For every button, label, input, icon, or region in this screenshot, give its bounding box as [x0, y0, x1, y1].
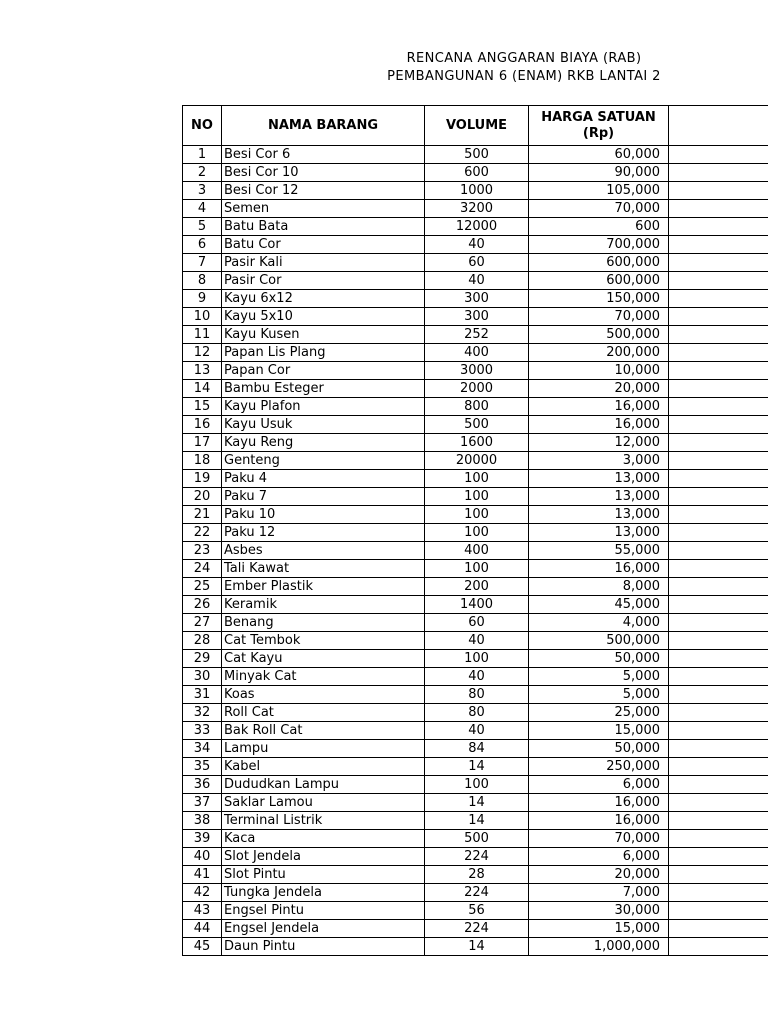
table-row — [183, 542, 768, 560]
cell-no: 41 — [183, 866, 222, 884]
cell-no: 10 — [183, 308, 222, 326]
table-row — [183, 344, 768, 362]
cell-extra — [669, 452, 768, 470]
table-row — [183, 416, 768, 434]
cell-extra — [669, 146, 768, 164]
cell-volume: 224 — [425, 920, 529, 938]
cell-extra — [669, 470, 768, 488]
table-row — [183, 524, 768, 542]
cell-no: 15 — [183, 398, 222, 416]
cell-no: 4 — [183, 200, 222, 218]
cell-nama-barang: Batu Bata — [222, 218, 425, 236]
cell-harga-satuan: 50,000 — [529, 650, 669, 668]
cell-no: 34 — [183, 740, 222, 758]
header-no: NO — [183, 106, 222, 146]
cell-extra — [669, 254, 768, 272]
cell-volume: 800 — [425, 398, 529, 416]
cell-volume: 80 — [425, 686, 529, 704]
cell-nama-barang: Lampu — [222, 740, 425, 758]
table-body — [183, 146, 768, 956]
table-row — [183, 902, 768, 920]
cell-extra — [669, 704, 768, 722]
cell-harga-satuan: 13,000 — [529, 506, 669, 524]
cell-extra — [669, 758, 768, 776]
cell-extra — [669, 236, 768, 254]
cell-extra — [669, 344, 768, 362]
rab-table — [182, 105, 768, 956]
cell-volume: 1400 — [425, 596, 529, 614]
table-row — [183, 218, 768, 236]
cell-harga-satuan: 20,000 — [529, 380, 669, 398]
cell-no: 2 — [183, 164, 222, 182]
table-row — [183, 848, 768, 866]
cell-nama-barang: Kayu Usuk — [222, 416, 425, 434]
cell-harga-satuan: 50,000 — [529, 740, 669, 758]
cell-extra — [669, 542, 768, 560]
cell-nama-barang: Kayu Reng — [222, 434, 425, 452]
cell-nama-barang: Cat Tembok — [222, 632, 425, 650]
cell-no: 23 — [183, 542, 222, 560]
cell-volume: 1600 — [425, 434, 529, 452]
cell-nama-barang: Tungka Jendela — [222, 884, 425, 902]
cell-extra — [669, 650, 768, 668]
cell-extra — [669, 920, 768, 938]
cell-harga-satuan: 90,000 — [529, 164, 669, 182]
cell-extra — [669, 938, 768, 956]
cell-no: 22 — [183, 524, 222, 542]
table-header-row — [183, 106, 768, 146]
cell-no: 18 — [183, 452, 222, 470]
cell-harga-satuan: 16,000 — [529, 794, 669, 812]
header-harga-line1: HARGA SATUAN — [541, 109, 656, 125]
cell-harga-satuan: 60,000 — [529, 146, 669, 164]
table-row — [183, 290, 768, 308]
cell-harga-satuan: 45,000 — [529, 596, 669, 614]
cell-nama-barang: Paku 7 — [222, 488, 425, 506]
cell-harga-satuan: 15,000 — [529, 920, 669, 938]
cell-nama-barang: Engsel Pintu — [222, 902, 425, 920]
cell-volume: 60 — [425, 614, 529, 632]
cell-nama-barang: Papan Lis Plang — [222, 344, 425, 362]
cell-extra — [669, 506, 768, 524]
cell-nama-barang: Slot Pintu — [222, 866, 425, 884]
cell-extra — [669, 200, 768, 218]
cell-nama-barang: Besi Cor 6 — [222, 146, 425, 164]
cell-no: 25 — [183, 578, 222, 596]
cell-extra — [669, 866, 768, 884]
cell-volume: 28 — [425, 866, 529, 884]
cell-extra — [669, 218, 768, 236]
cell-harga-satuan: 13,000 — [529, 488, 669, 506]
cell-volume: 200 — [425, 578, 529, 596]
cell-harga-satuan: 150,000 — [529, 290, 669, 308]
header-nama-barang: NAMA BARANG — [222, 106, 425, 146]
table-row — [183, 578, 768, 596]
cell-nama-barang: Koas — [222, 686, 425, 704]
cell-nama-barang: Dududkan Lampu — [222, 776, 425, 794]
cell-no: 5 — [183, 218, 222, 236]
cell-extra — [669, 632, 768, 650]
header-volume: VOLUME — [425, 106, 529, 146]
cell-nama-barang: Paku 12 — [222, 524, 425, 542]
table-row — [183, 884, 768, 902]
cell-nama-barang: Kayu 6x12 — [222, 290, 425, 308]
rab-table-container — [182, 105, 768, 970]
cell-no: 9 — [183, 290, 222, 308]
table-row — [183, 686, 768, 704]
cell-extra — [669, 326, 768, 344]
cell-volume: 84 — [425, 740, 529, 758]
cell-no: 24 — [183, 560, 222, 578]
cell-volume: 252 — [425, 326, 529, 344]
cell-volume: 500 — [425, 830, 529, 848]
cell-harga-satuan: 600,000 — [529, 272, 669, 290]
cell-no: 33 — [183, 722, 222, 740]
cell-extra — [669, 614, 768, 632]
table-row — [183, 146, 768, 164]
cell-extra — [669, 794, 768, 812]
cell-harga-satuan: 55,000 — [529, 542, 669, 560]
table-row — [183, 830, 768, 848]
cell-nama-barang: Asbes — [222, 542, 425, 560]
cell-nama-barang: Kayu Plafon — [222, 398, 425, 416]
cell-volume: 56 — [425, 902, 529, 920]
table-row — [183, 596, 768, 614]
cell-extra — [669, 182, 768, 200]
cell-harga-satuan: 6,000 — [529, 776, 669, 794]
header-harga-line2: (Rp) — [582, 125, 615, 141]
cell-harga-satuan: 16,000 — [529, 416, 669, 434]
cell-nama-barang: Besi Cor 12 — [222, 182, 425, 200]
cell-nama-barang: Terminal Listrik — [222, 812, 425, 830]
cell-volume: 40 — [425, 668, 529, 686]
table-row — [183, 704, 768, 722]
cell-extra — [669, 686, 768, 704]
cell-no: 28 — [183, 632, 222, 650]
cell-no: 38 — [183, 812, 222, 830]
cell-no: 3 — [183, 182, 222, 200]
cell-nama-barang: Bambu Esteger — [222, 380, 425, 398]
cell-harga-satuan: 600 — [529, 218, 669, 236]
cell-harga-satuan: 30,000 — [529, 902, 669, 920]
cell-volume: 1000 — [425, 182, 529, 200]
cell-volume: 20000 — [425, 452, 529, 470]
cell-no: 32 — [183, 704, 222, 722]
cell-harga-satuan: 20,000 — [529, 866, 669, 884]
table-row — [183, 326, 768, 344]
cell-volume: 100 — [425, 560, 529, 578]
cell-harga-satuan: 7,000 — [529, 884, 669, 902]
cell-harga-satuan: 700,000 — [529, 236, 669, 254]
cell-no: 39 — [183, 830, 222, 848]
cell-volume: 100 — [425, 470, 529, 488]
cell-extra — [669, 380, 768, 398]
cell-no: 45 — [183, 938, 222, 956]
cell-volume: 224 — [425, 884, 529, 902]
cell-no: 30 — [183, 668, 222, 686]
cell-extra — [669, 560, 768, 578]
cell-harga-satuan: 16,000 — [529, 560, 669, 578]
cell-volume: 12000 — [425, 218, 529, 236]
table-row — [183, 740, 768, 758]
table-row — [183, 794, 768, 812]
cell-extra — [669, 524, 768, 542]
table-row — [183, 920, 768, 938]
cell-no: 31 — [183, 686, 222, 704]
cell-no: 36 — [183, 776, 222, 794]
cell-no: 19 — [183, 470, 222, 488]
cell-no: 37 — [183, 794, 222, 812]
cell-volume: 600 — [425, 164, 529, 182]
cell-volume: 14 — [425, 794, 529, 812]
cell-harga-satuan: 5,000 — [529, 686, 669, 704]
cell-no: 20 — [183, 488, 222, 506]
cell-extra — [669, 398, 768, 416]
cell-extra — [669, 884, 768, 902]
table-row — [183, 164, 768, 182]
table-row — [183, 614, 768, 632]
cell-no: 27 — [183, 614, 222, 632]
cell-harga-satuan: 500,000 — [529, 326, 669, 344]
cell-no: 29 — [183, 650, 222, 668]
table-row — [183, 380, 768, 398]
cell-harga-satuan: 5,000 — [529, 668, 669, 686]
cell-harga-satuan: 16,000 — [529, 812, 669, 830]
cell-nama-barang: Bak Roll Cat — [222, 722, 425, 740]
cell-extra — [669, 848, 768, 866]
header-harga-satuan — [529, 106, 669, 146]
cell-harga-satuan: 3,000 — [529, 452, 669, 470]
cell-harga-satuan: 250,000 — [529, 758, 669, 776]
cell-volume: 80 — [425, 704, 529, 722]
table-row — [183, 488, 768, 506]
cell-no: 35 — [183, 758, 222, 776]
table-row — [183, 236, 768, 254]
cell-harga-satuan: 70,000 — [529, 200, 669, 218]
cell-volume: 100 — [425, 524, 529, 542]
cell-harga-satuan: 16,000 — [529, 398, 669, 416]
cell-volume: 40 — [425, 722, 529, 740]
table-row — [183, 776, 768, 794]
cell-harga-satuan: 1,000,000 — [529, 938, 669, 956]
cell-extra — [669, 776, 768, 794]
cell-nama-barang: Tali Kawat — [222, 560, 425, 578]
cell-extra — [669, 830, 768, 848]
cell-nama-barang: Cat Kayu — [222, 650, 425, 668]
table-row — [183, 866, 768, 884]
table-row — [183, 254, 768, 272]
header-extra-column — [669, 106, 768, 146]
cell-extra — [669, 272, 768, 290]
cell-no: 44 — [183, 920, 222, 938]
table-row — [183, 506, 768, 524]
cell-extra — [669, 308, 768, 326]
cell-extra — [669, 812, 768, 830]
cell-volume: 224 — [425, 848, 529, 866]
cell-no: 42 — [183, 884, 222, 902]
cell-no: 7 — [183, 254, 222, 272]
table-row — [183, 632, 768, 650]
cell-extra — [669, 164, 768, 182]
cell-harga-satuan: 8,000 — [529, 578, 669, 596]
cell-harga-satuan: 12,000 — [529, 434, 669, 452]
table-row — [183, 812, 768, 830]
table-row — [183, 272, 768, 290]
table-row — [183, 182, 768, 200]
table-row — [183, 668, 768, 686]
cell-volume: 100 — [425, 506, 529, 524]
cell-volume: 14 — [425, 812, 529, 830]
cell-volume: 3000 — [425, 362, 529, 380]
cell-volume: 100 — [425, 488, 529, 506]
table-row — [183, 722, 768, 740]
cell-volume: 300 — [425, 308, 529, 326]
cell-nama-barang: Papan Cor — [222, 362, 425, 380]
table-row — [183, 560, 768, 578]
cell-no: 17 — [183, 434, 222, 452]
table-row — [183, 452, 768, 470]
cell-extra — [669, 434, 768, 452]
cell-no: 8 — [183, 272, 222, 290]
cell-volume: 40 — [425, 632, 529, 650]
cell-volume: 60 — [425, 254, 529, 272]
cell-volume: 500 — [425, 146, 529, 164]
cell-volume: 400 — [425, 344, 529, 362]
cell-harga-satuan: 600,000 — [529, 254, 669, 272]
cell-nama-barang: Kayu Kusen — [222, 326, 425, 344]
cell-harga-satuan: 6,000 — [529, 848, 669, 866]
table-row — [183, 650, 768, 668]
cell-extra — [669, 596, 768, 614]
cell-volume: 400 — [425, 542, 529, 560]
cell-volume: 100 — [425, 776, 529, 794]
table-row — [183, 470, 768, 488]
cell-nama-barang: Saklar Lamou — [222, 794, 425, 812]
cell-volume: 500 — [425, 416, 529, 434]
cell-harga-satuan: 13,000 — [529, 470, 669, 488]
cell-nama-barang: Kaca — [222, 830, 425, 848]
cell-harga-satuan: 4,000 — [529, 614, 669, 632]
cell-nama-barang: Pasir Kali — [222, 254, 425, 272]
cell-harga-satuan: 70,000 — [529, 830, 669, 848]
cell-volume: 3200 — [425, 200, 529, 218]
cell-nama-barang: Engsel Jendela — [222, 920, 425, 938]
cell-extra — [669, 578, 768, 596]
cell-nama-barang: Paku 4 — [222, 470, 425, 488]
cell-nama-barang: Benang — [222, 614, 425, 632]
cell-nama-barang: Ember Plastik — [222, 578, 425, 596]
cell-nama-barang: Slot Jendela — [222, 848, 425, 866]
cell-nama-barang: Pasir Cor — [222, 272, 425, 290]
cell-nama-barang: Minyak Cat — [222, 668, 425, 686]
table-row — [183, 398, 768, 416]
cell-nama-barang: Besi Cor 10 — [222, 164, 425, 182]
cell-harga-satuan: 15,000 — [529, 722, 669, 740]
cell-nama-barang: Keramik — [222, 596, 425, 614]
cell-extra — [669, 668, 768, 686]
table-row — [183, 434, 768, 452]
cell-nama-barang: Batu Cor — [222, 236, 425, 254]
document-title: RENCANA ANGGARAN BIAYA (RAB) — [406, 51, 642, 66]
cell-harga-satuan: 70,000 — [529, 308, 669, 326]
cell-extra — [669, 290, 768, 308]
table-row — [183, 362, 768, 380]
cell-no: 21 — [183, 506, 222, 524]
table-row — [183, 758, 768, 776]
cell-volume: 14 — [425, 938, 529, 956]
cell-volume: 300 — [425, 290, 529, 308]
table-row — [183, 200, 768, 218]
cell-no: 6 — [183, 236, 222, 254]
cell-no: 11 — [183, 326, 222, 344]
cell-extra — [669, 416, 768, 434]
cell-no: 16 — [183, 416, 222, 434]
cell-harga-satuan: 13,000 — [529, 524, 669, 542]
cell-volume: 2000 — [425, 380, 529, 398]
cell-nama-barang: Roll Cat — [222, 704, 425, 722]
cell-harga-satuan: 200,000 — [529, 344, 669, 362]
cell-volume: 40 — [425, 236, 529, 254]
cell-volume: 40 — [425, 272, 529, 290]
cell-extra — [669, 488, 768, 506]
cell-harga-satuan: 500,000 — [529, 632, 669, 650]
cell-nama-barang: Kabel — [222, 758, 425, 776]
cell-no: 40 — [183, 848, 222, 866]
table-row — [183, 938, 768, 956]
cell-no: 1 — [183, 146, 222, 164]
cell-no: 43 — [183, 902, 222, 920]
cell-harga-satuan: 25,000 — [529, 704, 669, 722]
cell-harga-satuan: 105,000 — [529, 182, 669, 200]
cell-volume: 14 — [425, 758, 529, 776]
cell-extra — [669, 902, 768, 920]
cell-extra — [669, 722, 768, 740]
cell-no: 14 — [183, 380, 222, 398]
cell-nama-barang: Kayu 5x10 — [222, 308, 425, 326]
cell-extra — [669, 362, 768, 380]
document-subtitle: PEMBANGUNAN 6 (ENAM) RKB LANTAI 2 — [387, 69, 661, 84]
cell-no: 26 — [183, 596, 222, 614]
cell-volume: 100 — [425, 650, 529, 668]
cell-nama-barang: Daun Pintu — [222, 938, 425, 956]
cell-harga-satuan: 10,000 — [529, 362, 669, 380]
cell-nama-barang: Paku 10 — [222, 506, 425, 524]
cell-nama-barang: Semen — [222, 200, 425, 218]
cell-extra — [669, 740, 768, 758]
cell-nama-barang: Genteng — [222, 452, 425, 470]
table-row — [183, 308, 768, 326]
cell-no: 13 — [183, 362, 222, 380]
cell-no: 12 — [183, 344, 222, 362]
